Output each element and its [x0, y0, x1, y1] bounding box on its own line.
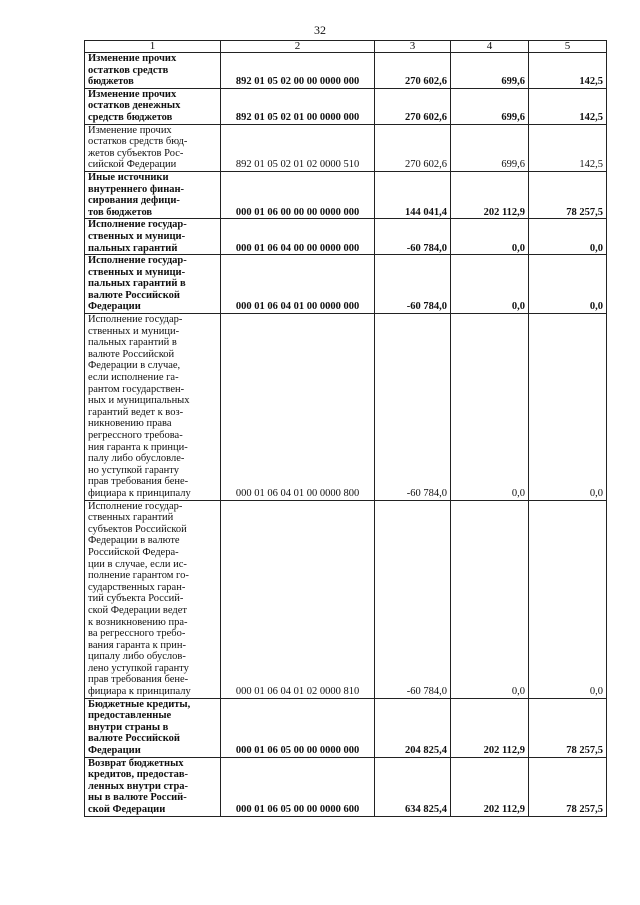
- row-name-line: Федерации: [88, 301, 141, 313]
- row-name-line: никновению права: [88, 418, 172, 430]
- row-name-line: ния гаранта к принци-: [88, 441, 188, 453]
- row-name-line: Изменение прочих: [88, 88, 177, 100]
- row-name-line: валюте Российской: [88, 733, 180, 745]
- row-name-line: бюджетов: [88, 76, 134, 88]
- value-col5-cell: 0,0: [529, 314, 607, 501]
- row-name-line: фициара к принципалу: [88, 686, 191, 698]
- row-name-cell: [85, 500, 221, 698]
- value-col4-cell: 699,6: [451, 88, 529, 124]
- value-col3-cell: 634 825,4: [375, 757, 451, 816]
- row-name-cell: [85, 53, 221, 89]
- value-col5-cell: 142,5: [529, 124, 607, 171]
- row-name-line: регрессного требова-: [88, 430, 183, 441]
- value-col3-cell: 270 602,6: [375, 88, 451, 124]
- table-row: [85, 219, 607, 255]
- row-name-line: рантом государствен-: [88, 383, 185, 395]
- row-name-line: лено уступкой гаранту: [88, 662, 189, 674]
- row-name-line: прав требования бене-: [88, 476, 189, 488]
- value-col4-cell: 202 112,9: [451, 698, 529, 757]
- row-name-line: пальных гарантий в: [88, 278, 186, 290]
- table-row: [85, 255, 607, 314]
- value-col5-cell: 0,0: [529, 219, 607, 255]
- column-number-row: [85, 41, 607, 53]
- row-name-line: предоставленные: [88, 710, 172, 722]
- value-col5-cell: 142,5: [529, 53, 607, 89]
- row-name-cell: [85, 88, 221, 124]
- budget-code-cell: 000 01 06 04 01 00 0000 000: [221, 255, 375, 314]
- row-name-line: пальных гарантий: [88, 242, 178, 254]
- row-name-line: Исполнение государ-: [88, 255, 187, 267]
- column-header-1: 1: [85, 41, 221, 53]
- budget-code-cell: 000 01 06 05 00 00 0000 600: [221, 757, 375, 816]
- table-row: [85, 500, 607, 698]
- row-name-line: ственных гарантий: [88, 512, 174, 524]
- row-name-line: остатков средств: [88, 64, 169, 76]
- row-name-line: но уступкой гаранту: [88, 464, 179, 476]
- row-name-cell: [85, 124, 221, 171]
- row-name-line: прав требования бене-: [88, 674, 189, 686]
- table-row: [85, 698, 607, 757]
- row-name-cell: [85, 255, 221, 314]
- row-name-line: валюте Российской: [88, 348, 175, 360]
- row-name-line: остатков средств бюд-: [88, 136, 188, 148]
- value-col5-cell: 142,5: [529, 88, 607, 124]
- row-name-line: Изменение прочих: [88, 53, 177, 64]
- row-name-line: ской Федерации: [88, 804, 166, 815]
- row-name-line: тов бюджетов: [88, 206, 153, 218]
- row-name-line: Федерации в случае,: [88, 360, 181, 372]
- row-name-line: средств бюджетов: [88, 111, 173, 123]
- row-name-line: Бюджетные кредиты,: [88, 698, 191, 710]
- row-name-cell: [85, 698, 221, 757]
- column-header-3: 3: [375, 41, 451, 53]
- value-col4-cell: 0,0: [451, 314, 529, 501]
- budget-code-cell: 000 01 06 00 00 00 0000 000: [221, 171, 375, 218]
- value-col5-cell: 0,0: [529, 500, 607, 698]
- row-name-line: ственных и муници-: [88, 230, 186, 242]
- page-number: 32: [314, 23, 326, 37]
- column-header-5: 5: [529, 41, 607, 53]
- row-name-cell: [85, 314, 221, 501]
- row-name-line: если исполнение га-: [88, 372, 179, 384]
- row-name-line: Российской Федера-: [88, 546, 179, 558]
- value-col5-cell: 78 257,5: [529, 171, 607, 218]
- row-name-line: вания гаранта к прин-: [88, 639, 187, 651]
- budget-code-cell: 000 01 06 05 00 00 0000 000: [221, 698, 375, 757]
- value-col3-cell: 270 602,6: [375, 124, 451, 171]
- row-name-line: Исполнение государ-: [88, 500, 183, 512]
- column-header-4: 4: [451, 41, 529, 53]
- row-name-line: ции в случае, если ис-: [88, 558, 187, 570]
- budget-code-cell: 000 01 06 04 00 00 0000 000: [221, 219, 375, 255]
- budget-code-cell: 892 01 05 02 01 00 0000 000: [221, 88, 375, 124]
- value-col3-cell: 144 041,4: [375, 171, 451, 218]
- table-row: [85, 53, 607, 89]
- row-name-cell: [85, 171, 221, 218]
- row-name-line: Изменение прочих: [88, 124, 172, 136]
- row-name-line: ленных внутри стра-: [88, 780, 189, 792]
- row-name-line: внутреннего финан-: [88, 183, 185, 195]
- value-col5-cell: 0,0: [529, 255, 607, 314]
- row-name-line: Исполнение государ-: [88, 314, 183, 326]
- table-body: [85, 41, 607, 817]
- row-name-cell: [85, 757, 221, 816]
- value-col4-cell: 0,0: [451, 255, 529, 314]
- row-name-line: гарантий ведет к воз-: [88, 406, 184, 418]
- value-col3-cell: 204 825,4: [375, 698, 451, 757]
- table-row: [85, 171, 607, 218]
- row-name-line: жетов субъектов Рос-: [88, 147, 184, 159]
- budget-code-cell: 892 01 05 02 01 02 0000 510: [221, 124, 375, 171]
- row-name-line: Федерации: [88, 745, 141, 757]
- row-name-line: к возникновению пра-: [88, 616, 188, 628]
- value-col4-cell: 699,6: [451, 124, 529, 171]
- row-name-line: ных и муниципальных: [88, 395, 190, 407]
- value-col4-cell: 699,6: [451, 53, 529, 89]
- row-name-line: полнение гарантом го-: [88, 570, 189, 582]
- value-col3-cell: 270 602,6: [375, 53, 451, 89]
- table-row: [85, 88, 607, 124]
- budget-sources-table: [84, 40, 607, 817]
- row-name-line: субъектов Российской: [88, 523, 187, 535]
- table-row: [85, 124, 607, 171]
- row-name-line: валюте Российской: [88, 289, 180, 301]
- row-name-line: сирования дефици-: [88, 195, 180, 207]
- value-col4-cell: 0,0: [451, 219, 529, 255]
- row-name-line: Иные источники: [88, 171, 169, 183]
- value-col5-cell: 78 257,5: [529, 698, 607, 757]
- budget-code-cell: 892 01 05 02 00 00 0000 000: [221, 53, 375, 89]
- value-col3-cell: -60 784,0: [375, 255, 451, 314]
- budget-code-cell: 000 01 06 04 01 02 0000 810: [221, 500, 375, 698]
- column-header-2: 2: [221, 41, 375, 53]
- row-name-line: фициара к принципалу: [88, 487, 191, 499]
- row-name-line: палу либо обусловле-: [88, 453, 185, 465]
- row-name-line: Федерации в валюте: [88, 535, 180, 547]
- row-name-line: Исполнение государ-: [88, 219, 187, 231]
- value-col3-cell: -60 784,0: [375, 219, 451, 255]
- row-name-line: ственных и муници-: [88, 325, 180, 337]
- value-col3-cell: -60 784,0: [375, 314, 451, 501]
- row-name-line: ва регрессного требо-: [88, 628, 186, 640]
- table-row: [85, 314, 607, 501]
- row-name-line: сийской Федерации: [88, 159, 177, 171]
- row-name-line: тий субъекта Россий-: [88, 593, 184, 605]
- row-name-line: остатков денежных: [88, 100, 181, 112]
- value-col3-cell: -60 784,0: [375, 500, 451, 698]
- row-name-line: ны в валюте Россий-: [88, 792, 187, 804]
- table-row: [85, 757, 607, 816]
- value-col4-cell: 0,0: [451, 500, 529, 698]
- row-name-line: сударственных гаран-: [88, 581, 186, 593]
- row-name-cell: [85, 219, 221, 255]
- budget-code-cell: 000 01 06 04 01 00 0000 800: [221, 314, 375, 501]
- value-col4-cell: 202 112,9: [451, 171, 529, 218]
- row-name-line: ципалу либо обуслов-: [88, 651, 186, 663]
- row-name-line: Возврат бюджетных: [88, 757, 184, 769]
- row-name-line: ственных и муници-: [88, 266, 186, 278]
- row-name-line: кредитов, предостав-: [88, 769, 189, 781]
- row-name-line: ской Федерации ведет: [88, 604, 187, 616]
- value-col5-cell: 78 257,5: [529, 757, 607, 816]
- row-name-line: внутри страны в: [88, 721, 169, 733]
- row-name-line: пальных гарантий в: [88, 337, 177, 349]
- value-col4-cell: 202 112,9: [451, 757, 529, 816]
